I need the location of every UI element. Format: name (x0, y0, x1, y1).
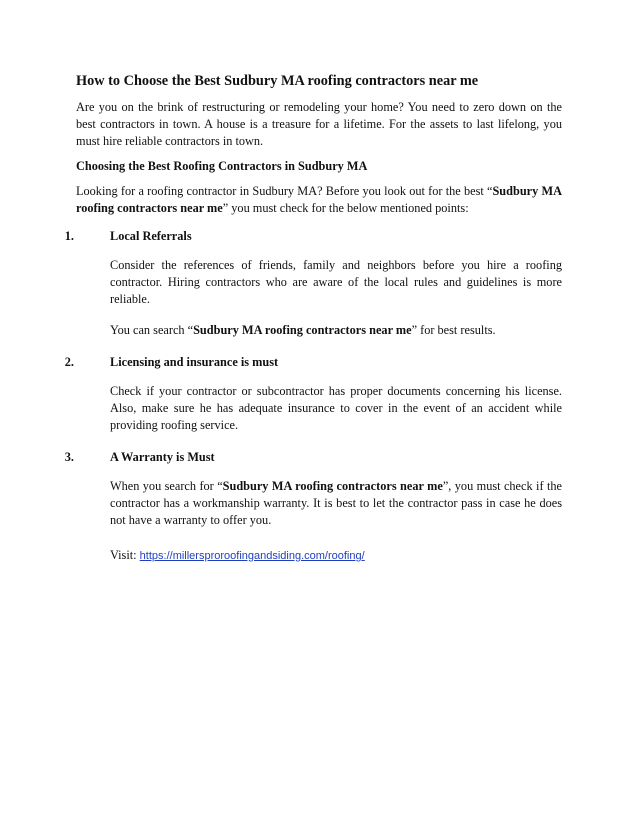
lead-text-start: Looking for a roofing contractor in Sudbury MA? Before you look out for the best “ (76, 184, 493, 198)
item-paragraph: Consider the references of friends, family and neighbors before you hire a roofing contractor. Hiring contractors who are aware of the local rules and guidelines is more reliable. (110, 258, 562, 306)
item-paragraph (110, 478, 562, 529)
lead-keyword: Sudbury MA roofing contractors near me (76, 184, 562, 215)
item-heading (64, 228, 562, 245)
checklist-item-local-referrals (64, 228, 562, 339)
item-heading-text: Local Referrals (110, 229, 192, 243)
intro-paragraph: Are you on the brink of restructuring or remodeling your home? You need to zero down on the best contractors in town. A house is a treasure for a lifetime. For the assets to last lifelong, you must hire reliable contractors in town. (76, 100, 562, 148)
warranty-keyword: Sudbury MA roofing contractors near me (222, 479, 443, 493)
tip-text-end: ” for best results. (411, 323, 496, 337)
item-number: 2. (64, 355, 74, 369)
item-heading (64, 354, 562, 371)
warranty-text-end: ”, you must check if the contractor has a workmanship warranty. It is best to let the contractor pass in case he does not have a warranty to offer you. (110, 479, 562, 527)
item-number: 3. (64, 450, 74, 464)
visit-link[interactable]: https://millersproroofingandsiding.com/roofing/ (139, 550, 365, 562)
checklist-item-warranty (64, 449, 562, 529)
visit-line (76, 547, 562, 565)
lead-paragraph (76, 183, 562, 217)
tip-keyword: Sudbury MA roofing contractors near me (193, 323, 412, 337)
item-paragraph: Check if your contractor or subcontractor has proper documents concerning his license. Also, make sure he has adequate insurance to cover in the event of an accident while providing roofing service. (110, 384, 562, 432)
lead-text-end: ” you must check for the below mentioned points: (222, 201, 469, 215)
item-search-tip (110, 322, 562, 339)
item-number: 1. (64, 229, 74, 243)
checklist (64, 228, 562, 529)
section-heading: Choosing the Best Roofing Contractors in Sudbury MA (76, 159, 368, 173)
document-title: How to Choose the Best Sudbury MA roofing contractors near me (76, 73, 479, 89)
warranty-text-start: When you search for “ (110, 479, 223, 493)
tip-text-start: You can search “ (110, 323, 194, 337)
item-heading-text: A Warranty is Must (110, 450, 215, 464)
document-body (64, 72, 562, 565)
item-heading-text: Licensing and insurance is must (110, 355, 279, 369)
visit-label: Visit: (110, 548, 140, 562)
item-heading (64, 449, 562, 466)
checklist-item-licensing (64, 354, 562, 434)
